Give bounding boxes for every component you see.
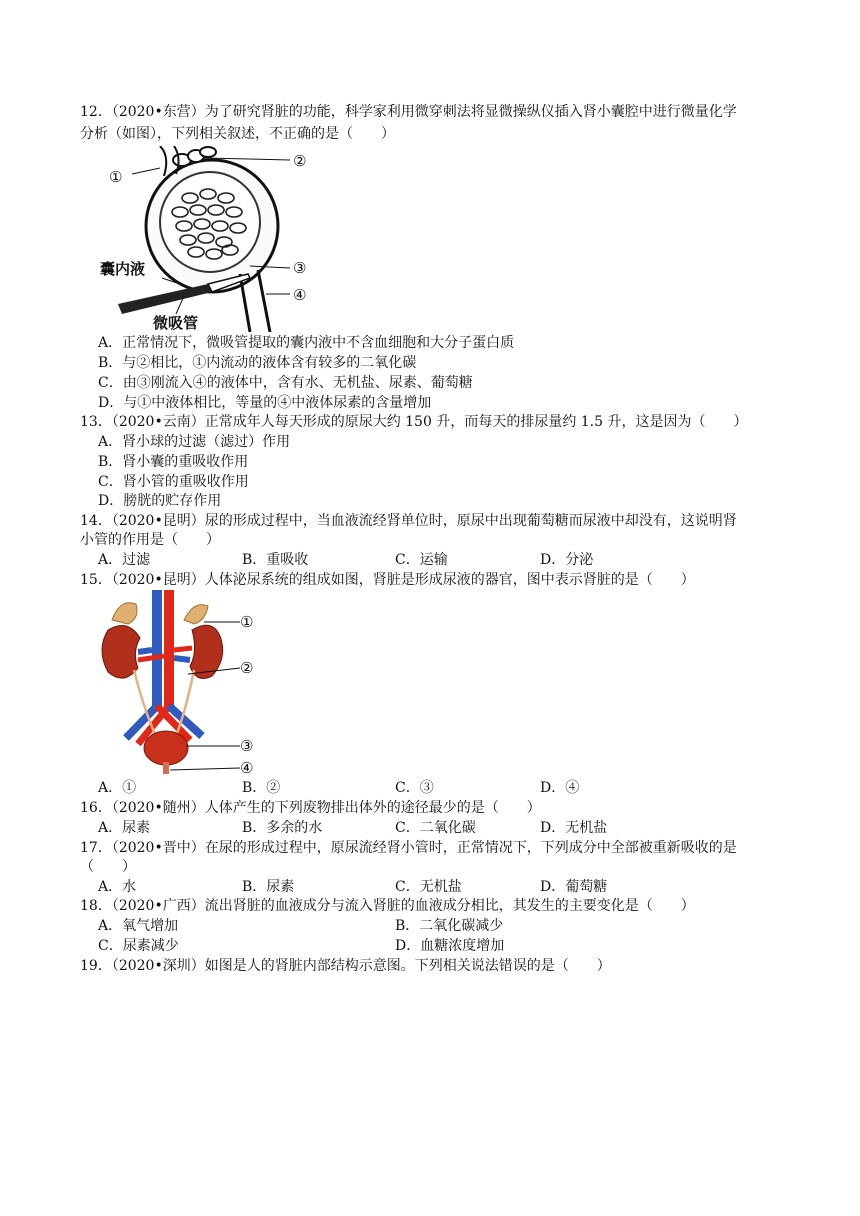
- q18-option-d: D．血糖浓度增加: [395, 938, 505, 954]
- q14-option-d: D．分泌: [540, 552, 594, 568]
- q14-option-a: A．过滤: [98, 552, 151, 568]
- q16-option-d: D．无机盐: [540, 820, 608, 836]
- q17-option-d: D．葡萄糖: [540, 879, 608, 895]
- q12-tube-label: 微吸管: [153, 314, 199, 332]
- q14-stem-line2: 小管的作用是（ ）: [80, 532, 220, 548]
- q12-label-4: ④: [293, 286, 307, 304]
- q17-option-c: C．无机盐: [395, 879, 462, 895]
- q16-option-b: B．多余的水: [242, 820, 323, 836]
- q13-stem: 13．（2020•云南）正常成年人每天形成的原尿大约 150 升，而每天的排尿量约 1.5 升，这是因为（ ）: [80, 414, 748, 430]
- q15-stem: 15．（2020•昆明）人体泌尿系统的组成如图，肾脏是形成尿液的器官，图中表示肾脏的是（ ）: [80, 572, 695, 588]
- q18-option-b: B．二氧化碳减少: [395, 918, 504, 934]
- q17-option-b: B．尿素: [242, 879, 295, 895]
- q19-stem: 19．（2020•深圳）如图是人的肾脏内部结构示意图。下列相关说法错误的是（ ）: [80, 958, 611, 974]
- q17-option-a: A．水: [98, 879, 137, 895]
- q15-label-1: ①: [240, 613, 254, 631]
- q18-stem: 18．（2020•广西）流出肾脏的血液成分与流入肾脏的血液成分相比，其发生的主要变化是（ ）: [80, 898, 695, 914]
- q18-option-a: A．氧气增加: [98, 918, 179, 934]
- q15-option-d: D．④: [540, 780, 580, 796]
- q12-option-b: B．与②相比，①内流动的液体含有较多的二氧化碳: [98, 355, 417, 371]
- q16-option-a: A．尿素: [98, 820, 151, 836]
- q12-option-c: C．由③刚流入④的液体中，含有水、无机盐、尿素、葡萄糖: [98, 375, 473, 391]
- q16-stem: 16．（2020•随州）人体产生的下列废物排出体外的途径最少的是（ ）: [80, 800, 541, 816]
- q17-stem-line2: （ ）: [80, 859, 136, 875]
- q12-label-1: ①: [109, 168, 123, 186]
- q12-option-d: D．与①中液体相比，等量的④中液体尿素的含量增加: [98, 395, 432, 411]
- q15-label-4: ④: [240, 759, 254, 777]
- q15-option-a: A．①: [98, 780, 137, 796]
- q15-option-c: C．③: [395, 780, 434, 796]
- q12-stem-line1: 12．（2020•东营）为了研究肾脏的功能，科学家利用微穿刺法将显微操纵仪插入肾小囊腔中进行微量化学: [80, 104, 737, 120]
- q13-option-d: D．膀胱的贮存作用: [98, 493, 222, 509]
- q15-label-3: ③: [240, 737, 254, 755]
- q18-option-c: C．尿素减少: [98, 938, 179, 954]
- q17-stem-line1: 17．（2020•晋中）在尿的形成过程中，原尿流经肾小管时，正常情况下，下列成分中全部被重新吸收的是: [80, 840, 737, 856]
- q12-label-2: ②: [293, 152, 307, 170]
- q14-option-c: C．运输: [395, 552, 448, 568]
- q13-option-c: C．肾小管的重吸收作用: [98, 474, 249, 490]
- q13-option-b: B．肾小囊的重吸收作用: [98, 454, 249, 470]
- q12-stem-line2: 分析（如图），下列相关叙述，不正确的是（ ）: [80, 126, 395, 142]
- q15-option-b: B．②: [242, 780, 281, 796]
- q12-fluid-label: 囊内液: [100, 260, 146, 278]
- q16-option-c: C．二氧化碳: [395, 820, 476, 836]
- q13-option-a: A．肾小球的过滤（滤过）作用: [98, 434, 291, 450]
- q12-option-a: A．正常情况下，微吸管提取的囊内液中不含血细胞和大分子蛋白质: [98, 335, 515, 351]
- q15-label-2: ②: [240, 659, 254, 677]
- q14-option-b: B．重吸收: [242, 552, 309, 568]
- q12-label-3: ③: [293, 259, 307, 277]
- q14-stem-line1: 14．（2020•昆明）尿的形成过程中，当血液流经肾单位时，原尿中出现葡萄糖而尿液中却没有，这说明肾: [80, 513, 737, 529]
